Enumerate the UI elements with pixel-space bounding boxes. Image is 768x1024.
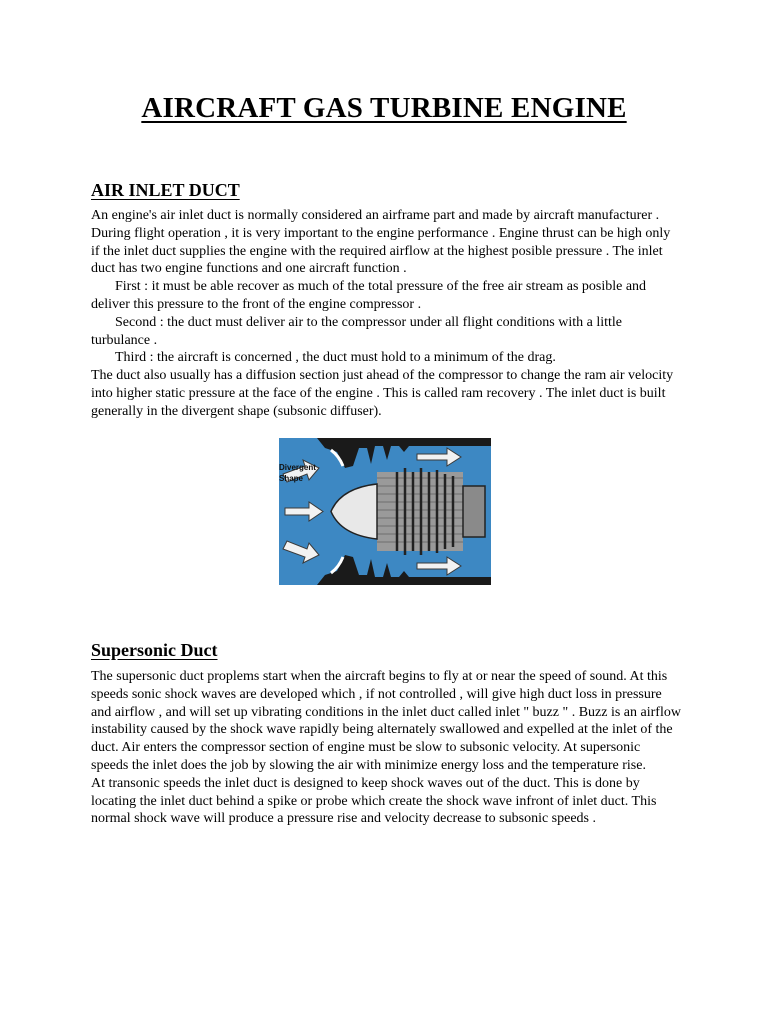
divergent-duct-illustration: [279, 438, 491, 585]
supersonic-duct-text: [91, 668, 681, 828]
section-heading-supersonic-duct: Supersonic Duct: [91, 640, 218, 660]
section-heading-air-inlet-duct: AIR INLET DUCT: [91, 180, 240, 200]
diagram-label-line2: Shape: [279, 474, 304, 483]
paragraph: Third : the aircraft is concerned , the duct must hold to a minimum of the drag.: [115, 350, 556, 366]
air-inlet-duct-text: [91, 207, 681, 421]
paragraph: The supersonic duct proplems start when the aircraft begins to fly at or near the speed of sound. At this speeds sonic shock waves are developed which , if not controlled , will give high duct loss in pressure and airflow , and will set up vibrating conditions in the inlet duct called inlet " buzz " . Buzz is an airflow instability caused by the shock wave rapidly being alternately swallowed and expelled at the inlet of the duct. Air enters the compressor section of engine must be slow to subsonic velocity. At supersonic speeds the inlet does the job by slowing the air with minimize energy loss and the temperature rise.: [91, 669, 681, 773]
diagram-label: [279, 462, 316, 484]
paragraph: First : it must be able recover as much of the total pressure of the free air stream as posible and deliver this pressure to the front of the engine compressor .: [91, 279, 647, 312]
paragraph: An engine's air inlet duct is normally considered an airframe part and made by aircraft manufacturer . During flight operation , it is very important to the engine performance . Engine thrust can be high only if the inlet duct supplies the engine with the required airflow at the highest posible pressure . The inlet duct has two engine functions and one aircraft function .: [91, 208, 671, 277]
paragraph: Second : the duct must deliver air to the compressor under all flight conditions with a little turbulance .: [91, 314, 623, 348]
divergent-duct-diagram: [279, 438, 491, 585]
paragraph: The duct also usually has a diffusion section just ahead of the compressor to change the ram air velocity into higher static pressure at the face of the engine . This is called ram recovery . The inlet duct is built generally in the divergent shape (subsonic diffuser).: [91, 368, 674, 419]
diagram-label-line1: Divergent: [279, 463, 316, 472]
paragraph: At transonic speeds the inlet duct is designed to keep shock waves out of the duct. This is done by locating the inlet duct behind a spike or probe which create the shock wave infront of inlet duct. This normal shock wave will produce a pressure rise and velocity decrease to subsonic speeds .: [91, 775, 657, 827]
page-title: AIRCRAFT GAS TURBINE ENGINE: [141, 92, 627, 124]
